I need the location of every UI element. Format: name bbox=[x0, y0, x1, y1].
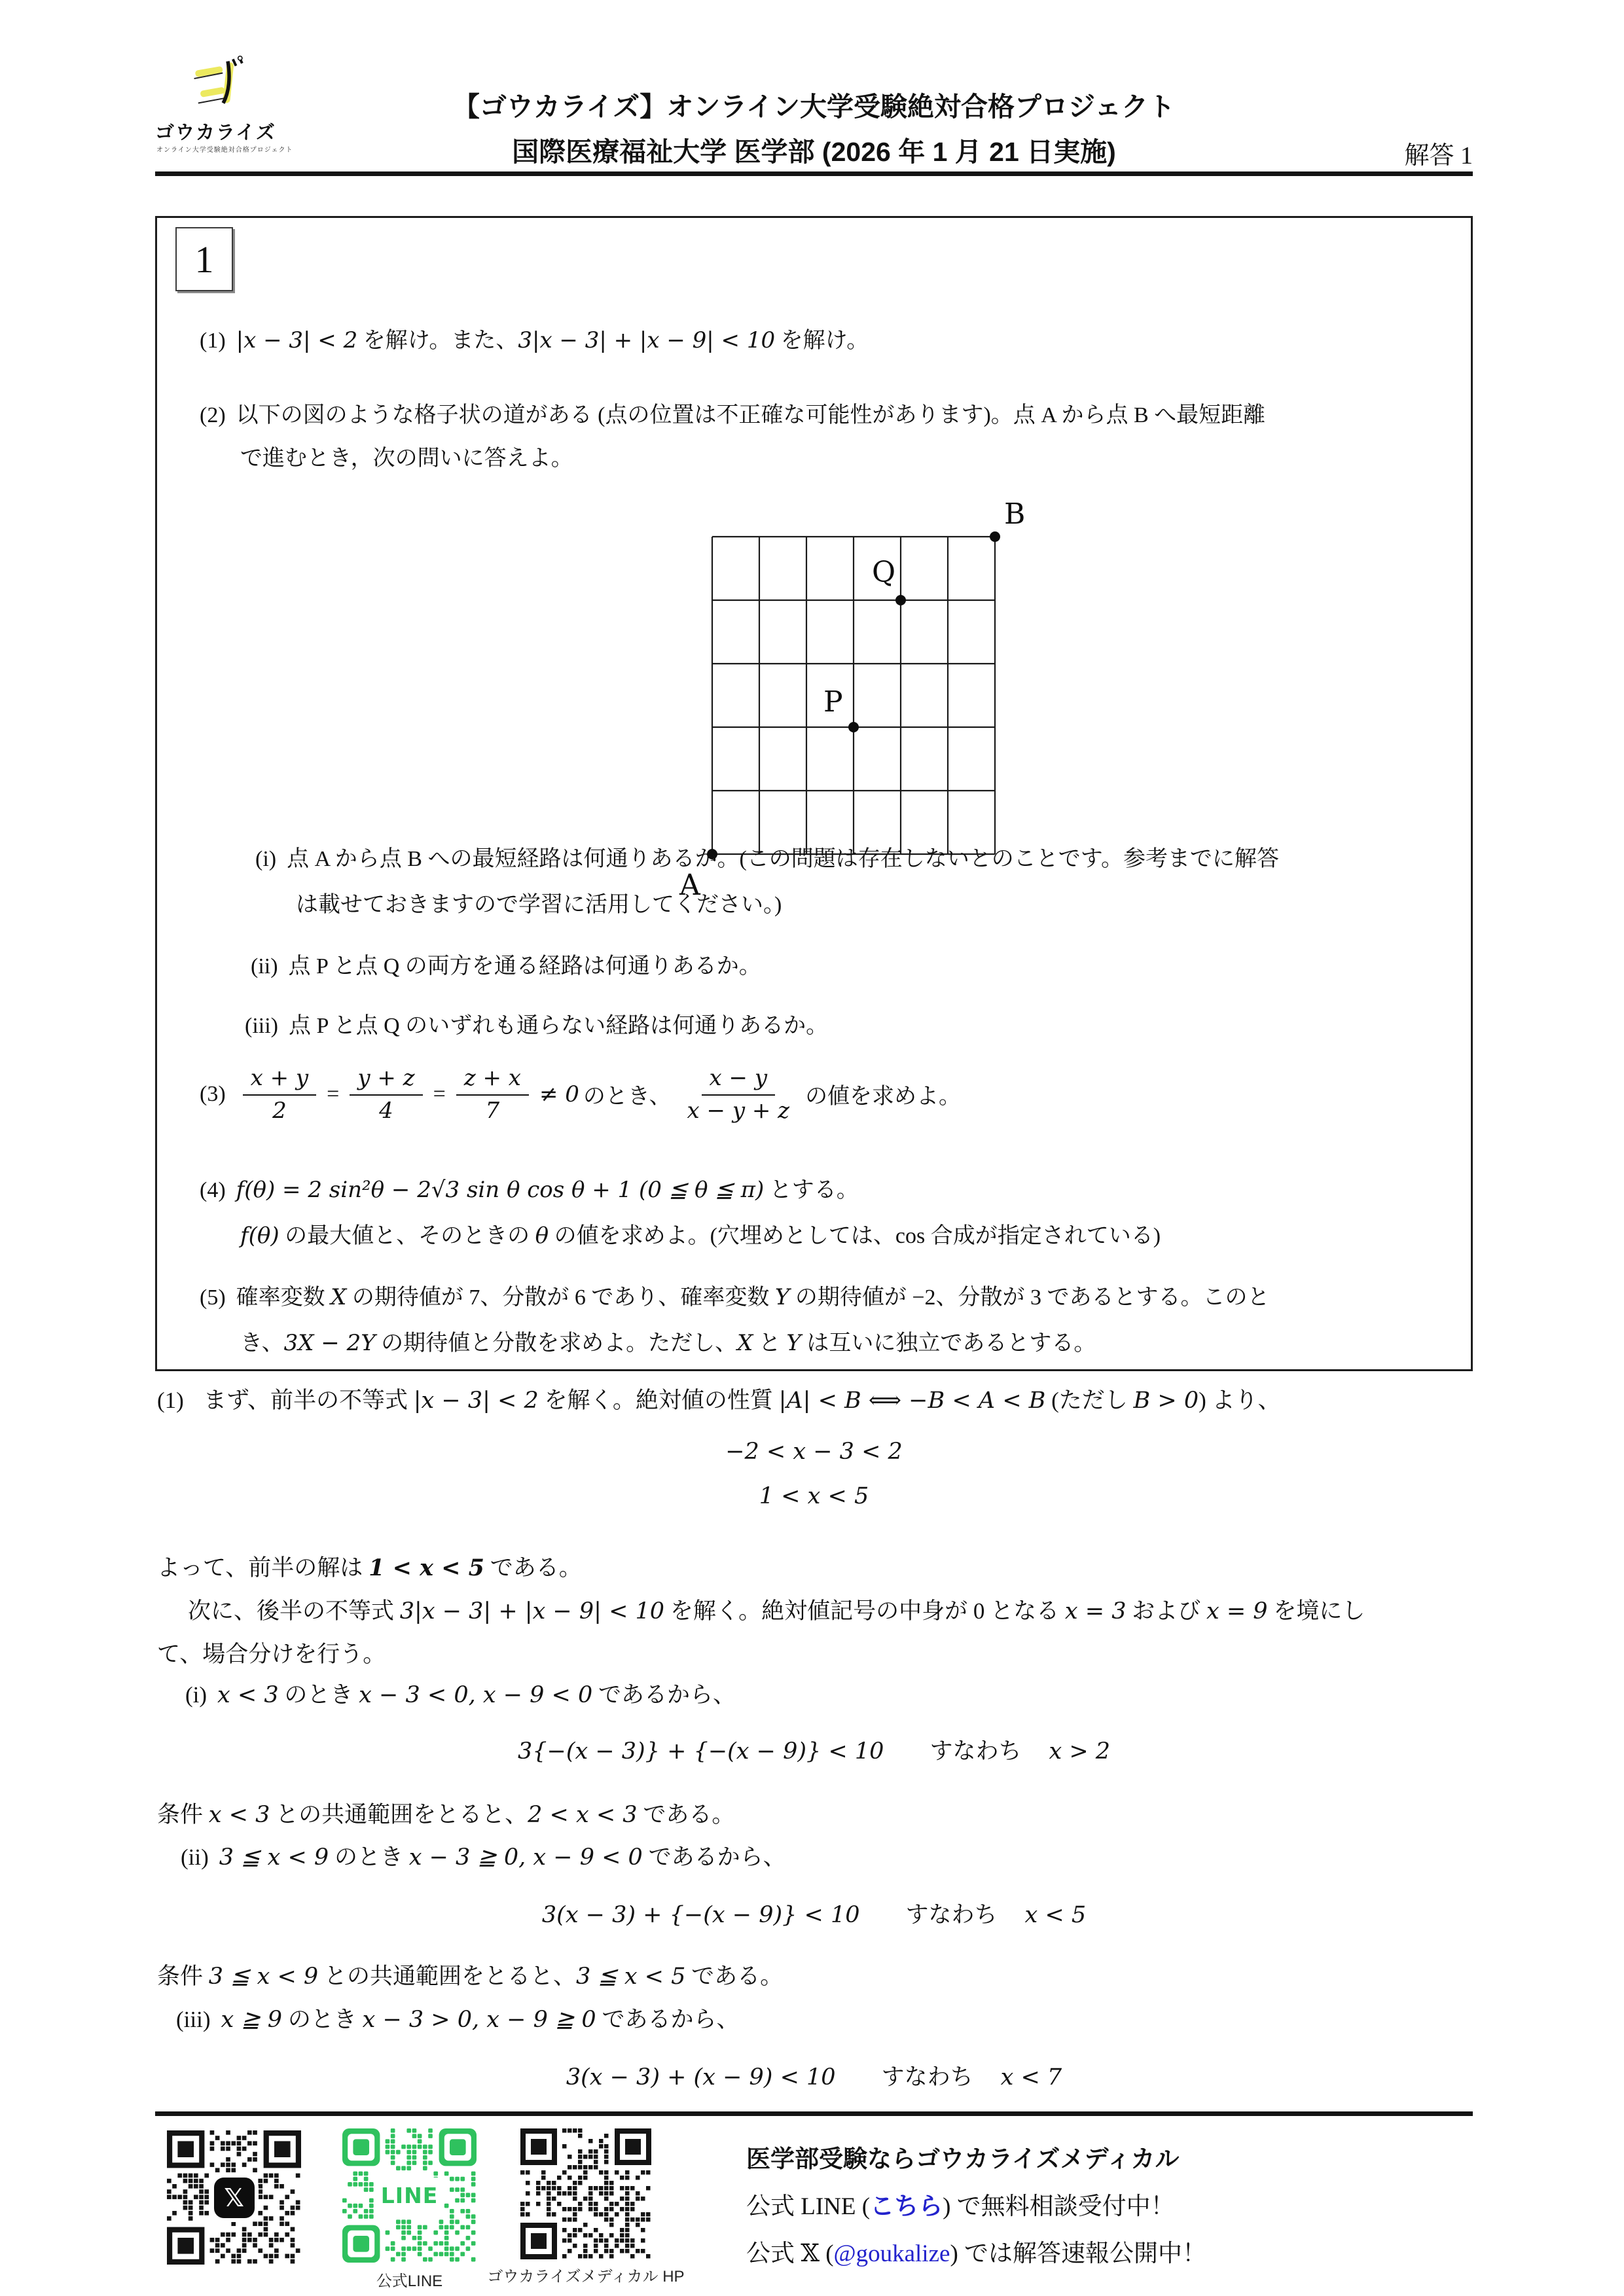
q1-label: (1) bbox=[200, 329, 226, 353]
q2iii-label: (iii) bbox=[245, 1014, 278, 1038]
fraction: $\frac{x + y}{2}$ bbox=[243, 1066, 317, 1122]
equation-abs2: 1 < x < 5 bbox=[759, 1483, 869, 1509]
footer-divider bbox=[155, 2111, 1473, 2116]
solution-1-intro: (1) まず、前半の不等式 |x − 3| < 2 を解く。絶対値の性質 |A| < B ⟺ −B < A < B (ただし B > 0) より、 bbox=[157, 1388, 1281, 1414]
q2-label: (2) bbox=[200, 403, 226, 427]
line-logo-icon: LINE bbox=[376, 2178, 444, 2214]
question-2i-line1: (i) 点 A から点 B への最短経路は何通りあるか。(この問題は存在しないとのことです。参考までに解答 bbox=[255, 847, 1280, 871]
page-title-line1: 【ゴウカライズ】オンライン大学受験絶対合格プロジェクト bbox=[452, 92, 1176, 122]
footer-headline: 医学部受験ならゴウカライズメディカル bbox=[746, 2145, 1180, 2172]
page-title-line2: 国際医療福祉大学 医学部 (2026 年 1 月 21 日実施) bbox=[512, 137, 1116, 167]
problem-number: 1 bbox=[194, 238, 214, 281]
logo-tagline: オンライン大学受験絶対合格プロジェクト bbox=[156, 147, 293, 154]
svg-text:A: A bbox=[679, 869, 700, 902]
footer-x-info: 公式 𝕏 (@goukalize) では解答速報公開中！ bbox=[746, 2240, 1207, 2267]
svg-text:Q: Q bbox=[872, 556, 896, 589]
case-i: (i) x < 3 のとき x − 3 < 0, x − 9 < 0 であるから、 bbox=[185, 1682, 736, 1708]
range-i: 条件 x < 3 との共通範囲をとると、2 < x < 3 である。 bbox=[157, 1802, 735, 1828]
fraction: $\frac{x - y}{x - y + z}$ bbox=[687, 1065, 790, 1124]
solution-first-answer: よって、前半の解は 1 < x < 5 である。 bbox=[157, 1554, 582, 1581]
question-3: (3) $\frac{x + y}{2}$ = $\frac{y + z}{4}$ = $\frac{z + x}{7}$ ≠ 0 のとき、 $\frac{x - y}{x - y + z}$ の値を求めよ。 bbox=[200, 1065, 962, 1124]
logo-name: ゴウカライズ bbox=[155, 122, 276, 143]
question-2-line2: で進むとき，次の問いに答えよ。 bbox=[240, 446, 573, 471]
answer-page-label: 解答 1 bbox=[1404, 142, 1473, 170]
question-5-line1: (5) 確率変数 X の期待値が 7、分散が 6 であり、確率変数 Y の期待値が −2、分散が 3 であるとする。このと bbox=[200, 1284, 1270, 1310]
question-4-line2: f(θ) の最大値と、そのときの θ の値を求めよ。(穴埋めとしては、cos 合成が指定されている) bbox=[240, 1223, 1161, 1249]
case-ii: (ii) 3 ≦ x < 9 のとき x − 3 ≧ 0, x − 9 < 0 であるから、 bbox=[181, 1844, 786, 1871]
q2i-label: (i) bbox=[255, 847, 277, 871]
question-4-line1: (4) f(θ) = 2 sin²θ − 2√3 sin θ cos θ + 1 (0 ≦ θ ≦ π) とする。 bbox=[200, 1177, 859, 1203]
line-link[interactable]: こちら bbox=[870, 2193, 943, 2219]
question-5-line2: き、3X − 2Y の期待値と分散を求めよ。ただし、X と Y は互いに独立であるとする。 bbox=[240, 1330, 1096, 1356]
equation-case-iii: 3(x − 3) + (x − 9) < 10 すなわち x < 7 bbox=[566, 2064, 1062, 2090]
fraction: $\frac{z + x}{7}$ bbox=[456, 1066, 529, 1122]
header-divider bbox=[155, 171, 1473, 176]
q5-label: (5) bbox=[200, 1285, 226, 1310]
q4-label: (4) bbox=[200, 1178, 226, 1202]
equation-case-i: 3{−(x − 3)} + {−(x − 9)} < 10 すなわち x > 2 bbox=[517, 1738, 1111, 1765]
question-2iii: (iii) 点 P と点 Q のいずれも通らない経路は何通りあるか。 bbox=[245, 1014, 829, 1038]
q2ii-label: (ii) bbox=[251, 954, 278, 978]
x-logo-icon: 𝕏 bbox=[214, 2178, 255, 2218]
qr-code-hp bbox=[520, 2128, 651, 2259]
qr-caption-hp: ゴウカライズメディカル HP bbox=[487, 2268, 685, 2286]
q3-label: (3) bbox=[200, 1081, 226, 1106]
qr-code-x bbox=[167, 2130, 301, 2265]
qr-pattern-hp bbox=[520, 2128, 651, 2259]
qr-caption-line: 公式LINE bbox=[376, 2272, 443, 2290]
problem-number-box bbox=[175, 227, 233, 291]
question-2i-line2: は載せておきますので学習に活用してください。) bbox=[296, 893, 782, 917]
question-2-line1: (2) 以下の図のような格子状の道がある (点の位置は不正確な可能性があります)。点 A から点 B へ最短距離 bbox=[200, 403, 1266, 427]
svg-text:P: P bbox=[823, 685, 843, 719]
equation-case-ii: 3(x − 3) + {−(x − 9)} < 10 すなわち x < 5 bbox=[541, 1902, 1087, 1928]
solution-second-intro2: て、場合分けを行う。 bbox=[157, 1641, 386, 1667]
range-ii: 条件 3 ≦ x < 9 との共通範囲をとると、3 ≦ x < 5 である。 bbox=[157, 1964, 784, 1990]
svg-text:B: B bbox=[1004, 497, 1026, 531]
question-1: (1) |x − 3| < 2 を解け。また、3|x − 3| + |x − 9| < 10 を解け。 bbox=[200, 327, 869, 353]
case-iii: (iii) x ≧ 9 のとき x − 3 > 0, x − 9 ≧ 0 であるから、 bbox=[176, 2007, 740, 2033]
x-account-link[interactable]: @goukalize bbox=[833, 2240, 950, 2267]
footer-line-info: 公式 LINE (こちら) で無料相談受付中！ bbox=[746, 2193, 1175, 2220]
question-2ii: (ii) 点 P と点 Q の両方を通る経路は何通りあるか。 bbox=[251, 954, 761, 978]
qr-code-line bbox=[342, 2128, 477, 2263]
equation-abs1: −2 < x − 3 < 2 bbox=[725, 1439, 903, 1465]
fraction: $\frac{y + z}{4}$ bbox=[350, 1066, 422, 1122]
solution-second-intro: 次に、後半の不等式 3|x − 3| + |x − 9| < 10 を解く。絶対値記号の中身が 0 となる x = 3 および x = 9 を境にし bbox=[188, 1598, 1365, 1624]
